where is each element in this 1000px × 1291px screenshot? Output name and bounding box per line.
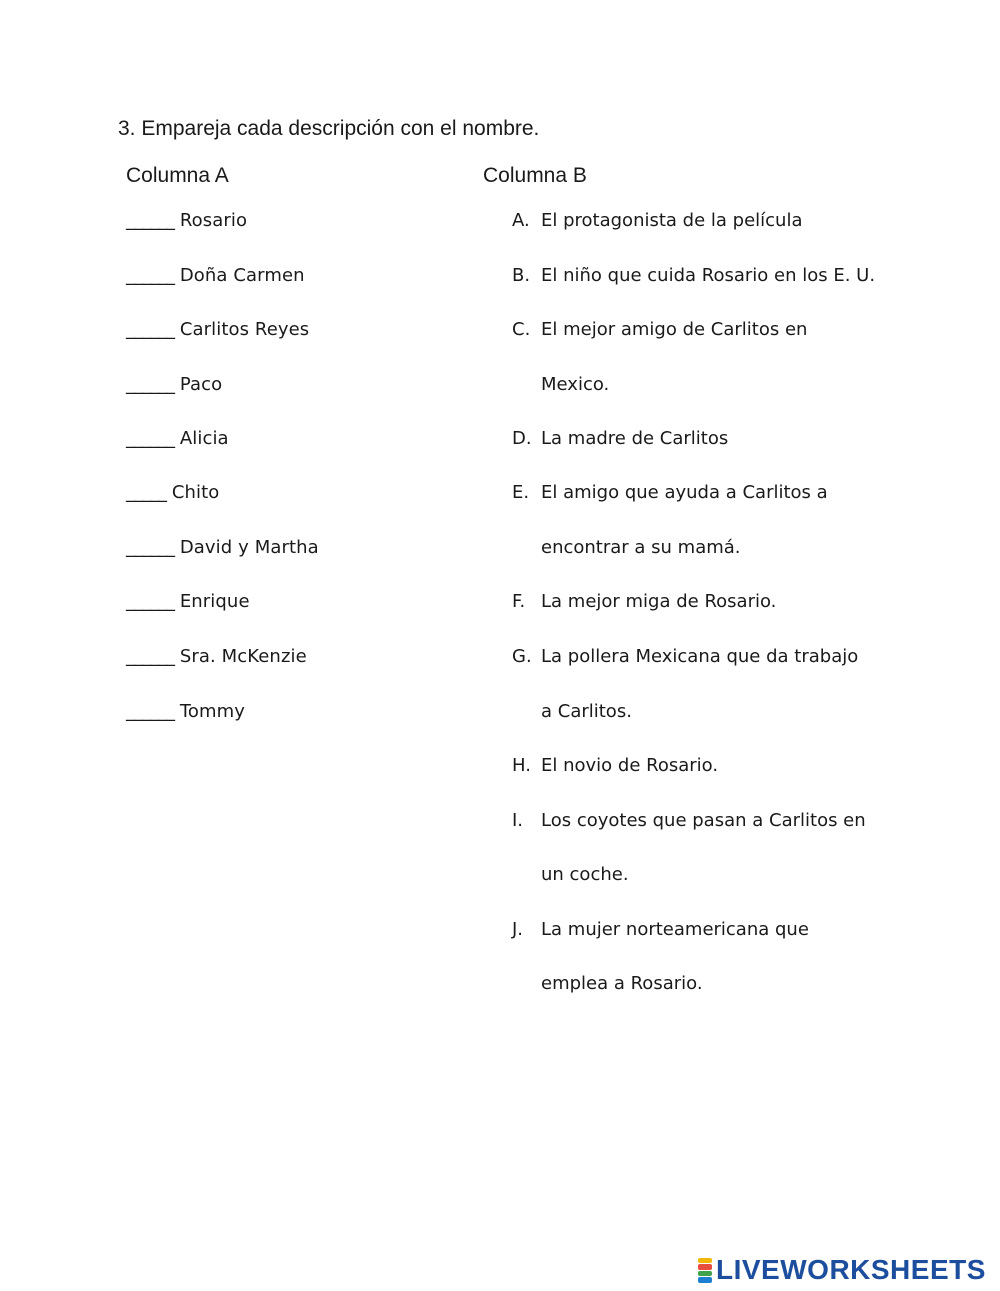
option-text-continued: a Carlitos. (541, 701, 632, 722)
column-a-item (126, 319, 309, 340)
answer-blank[interactable]: ______ (126, 646, 174, 667)
answer-blank[interactable]: ______ (126, 591, 174, 612)
column-a-item (126, 428, 229, 449)
liveworksheets-logo (698, 1255, 986, 1285)
answer-blank[interactable]: ______ (126, 319, 174, 340)
option-letter: J. (512, 919, 524, 940)
column-a-item (126, 374, 222, 395)
option-text: La mejor miga de Rosario. (541, 591, 777, 612)
answer-blank[interactable]: ______ (126, 537, 174, 558)
character-name: Rosario (179, 210, 248, 231)
logo-blocks-icon (698, 1257, 712, 1283)
character-name: Carlitos Reyes (179, 319, 310, 340)
column-a-item (126, 701, 245, 722)
option-text: Los coyotes que pasan a Carlitos en (541, 810, 866, 831)
option-letter: D. (512, 428, 532, 449)
character-name: Chito (171, 482, 220, 503)
option-text: La mujer norteamericana que (541, 919, 809, 940)
option-text: El amigo que ayuda a Carlitos a (541, 482, 828, 503)
character-name: Enrique (179, 591, 250, 612)
character-name: Tommy (179, 701, 245, 722)
option-text: El niño que cuida Rosario en los E. U. (541, 265, 876, 286)
option-letter: F. (512, 591, 526, 612)
column-a-item (126, 482, 219, 503)
exercise-title: 3. Empareja cada descripción con el nombre. (118, 117, 540, 140)
column-a-item (126, 537, 319, 558)
column-a-item (126, 265, 305, 286)
option-letter: B. (512, 265, 531, 286)
option-letter: I. (512, 810, 524, 831)
option-text-continued: un coche. (541, 864, 629, 885)
option-letter: E. (512, 482, 530, 503)
answer-blank[interactable]: ______ (126, 210, 174, 231)
column-a-item (126, 210, 247, 231)
character-name: David y Martha (179, 537, 319, 558)
column-b-heading: Columna B (483, 164, 587, 187)
option-text-continued: emplea a Rosario. (541, 973, 703, 994)
character-name: Doña Carmen (179, 265, 305, 286)
option-text: El novio de Rosario. (541, 755, 719, 776)
option-text-continued: encontrar a su mamá. (541, 537, 741, 558)
option-text-continued: Mexico. (541, 374, 610, 395)
answer-blank[interactable]: ______ (126, 374, 174, 395)
option-letter: C. (512, 319, 531, 340)
answer-blank[interactable]: _____ (126, 482, 166, 503)
answer-blank[interactable]: ______ (126, 265, 174, 286)
answer-blank[interactable]: ______ (126, 428, 174, 449)
column-a-item (126, 646, 307, 667)
column-a-item (126, 591, 250, 612)
answer-blank[interactable]: ______ (126, 701, 174, 722)
option-letter: A. (512, 210, 530, 231)
option-letter: G. (512, 646, 532, 667)
character-name: Paco (179, 374, 223, 395)
option-text: La madre de Carlitos (541, 428, 729, 449)
character-name: Alicia (179, 428, 229, 449)
option-text: La pollera Mexicana que da trabajo (541, 646, 859, 667)
option-text: El mejor amigo de Carlitos en (541, 319, 808, 340)
logo-text: LIVEWORKSHEETS (716, 1254, 986, 1285)
character-name: Sra. McKenzie (179, 646, 307, 667)
column-a-heading: Columna A (126, 164, 229, 187)
option-letter: H. (512, 755, 531, 776)
option-text: El protagonista de la película (541, 210, 803, 231)
